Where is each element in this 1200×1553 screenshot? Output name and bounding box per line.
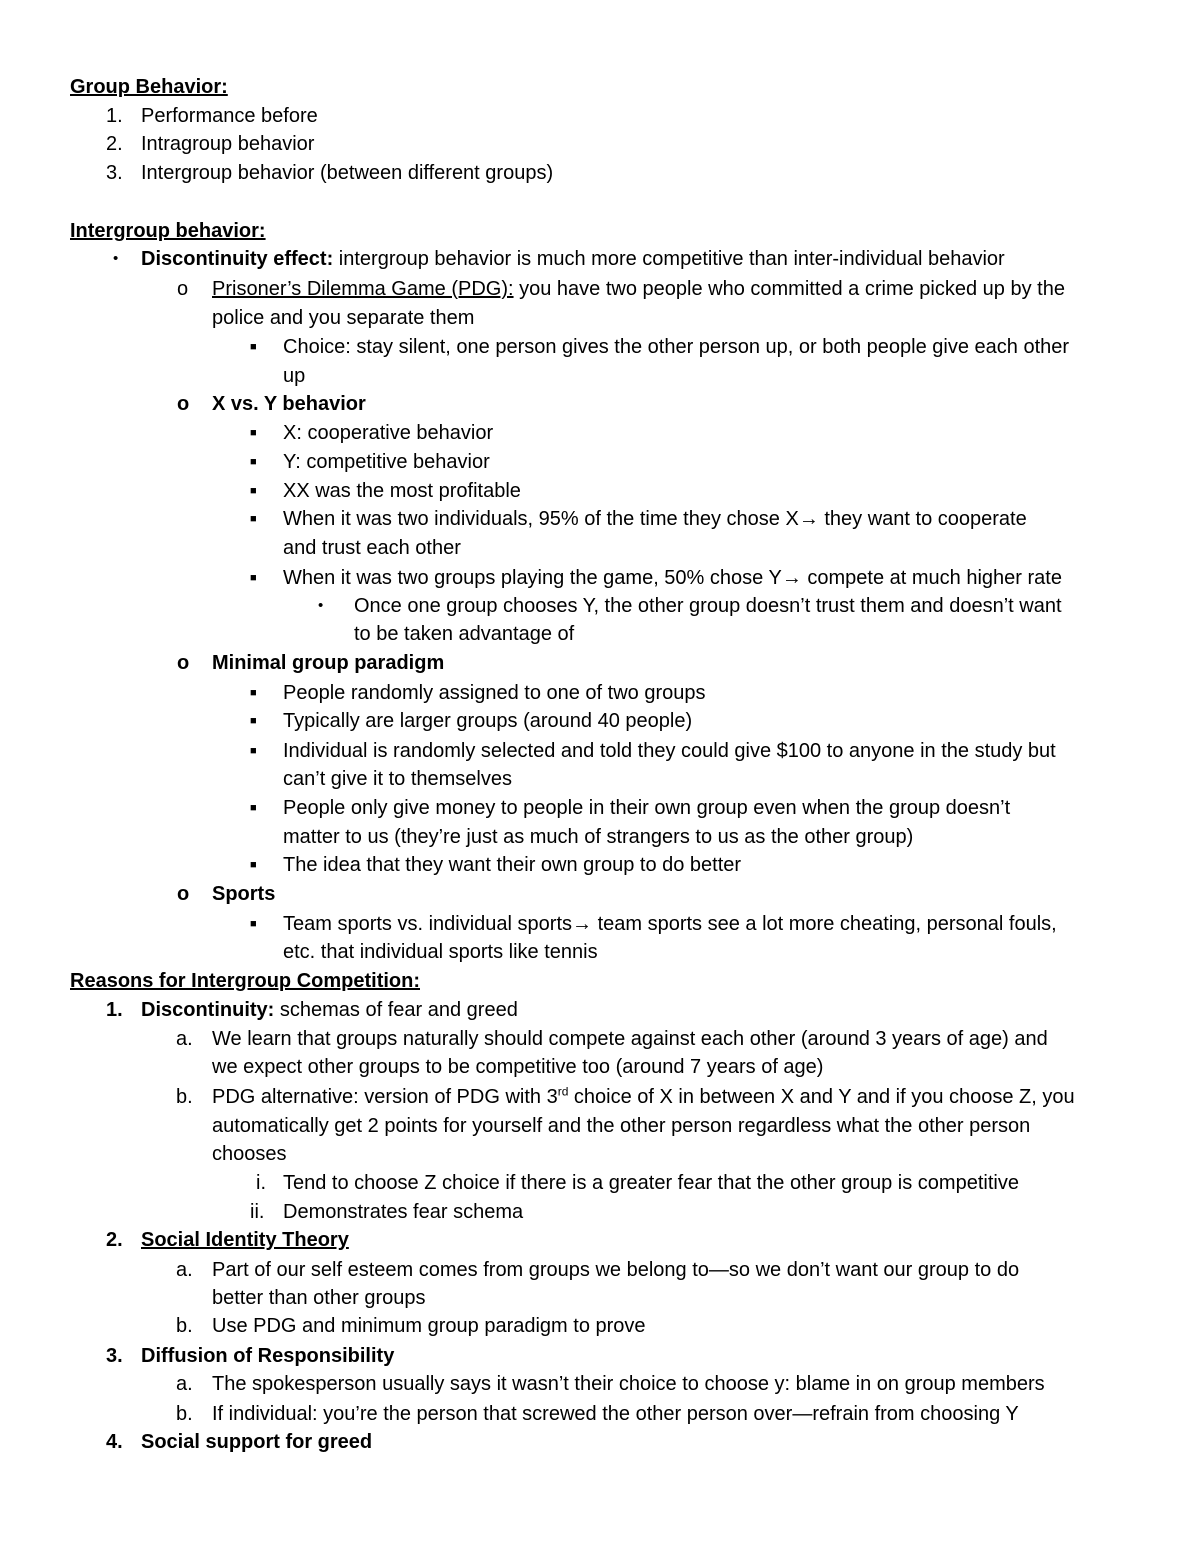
list-roman: i.: [256, 1172, 266, 1194]
list-item: [283, 566, 1062, 590]
list-letter: a.: [176, 1028, 193, 1050]
list-number: 2.: [106, 133, 123, 155]
item-text: When it was two individuals, 95% of the time they chose X: [283, 508, 799, 530]
square-bullet-icon: ■: [250, 859, 257, 871]
item-text: they want to cooperate: [818, 508, 1027, 530]
list-item-continuation: matter to us (they’re just as much of strangers to us as the other group): [283, 826, 914, 848]
list-number: 3.: [106, 162, 123, 184]
list-item-continuation: to be taken advantage of: [354, 623, 575, 645]
subheading-social-identity-theory: Social Identity Theory: [141, 1229, 349, 1251]
list-item: Use PDG and minimum group paradigm to prove: [212, 1315, 646, 1337]
list-item: [141, 247, 1005, 271]
heading-group-behavior: Group Behavior:: [70, 76, 228, 98]
list-item-continuation: up: [283, 365, 306, 387]
square-bullet-icon: ■: [250, 745, 257, 757]
item-description: schemas of fear and greed: [274, 999, 518, 1021]
list-item: [283, 507, 1027, 531]
arrow-right-icon: →: [572, 913, 593, 935]
list-number: 1.: [106, 105, 123, 127]
circle-bullet-icon: o: [177, 652, 190, 674]
list-item: Y: competitive behavior: [283, 451, 490, 473]
list-item: If individual: you’re the person that screwed the other person over—refrain from choosing Y: [212, 1403, 1019, 1425]
item-description: intergroup behavior is much more competitive than inter-individual behavior: [333, 248, 1005, 270]
list-item: [141, 998, 518, 1022]
list-item: Typically are larger groups (around 40 people): [283, 710, 693, 732]
subheading-diffusion: Diffusion of Responsibility: [141, 1345, 395, 1367]
superscript: rd: [557, 1084, 569, 1099]
list-item: Demonstrates fear schema: [283, 1201, 524, 1223]
list-roman: ii.: [250, 1201, 265, 1223]
square-bullet-icon: ■: [250, 427, 257, 439]
list-item: [283, 912, 1057, 936]
subheading-minimal-group-paradigm: Minimal group paradigm: [212, 652, 445, 674]
list-letter: a.: [176, 1259, 193, 1281]
list-item: Tend to choose Z choice if there is a greater fear that the other group is competitive: [283, 1172, 1019, 1194]
list-item: The spokesperson usually says it wasn’t their choice to choose y: blame in on group members: [212, 1373, 1045, 1395]
term-pdg: Prisoner’s Dilemma Game (PDG):: [212, 278, 514, 300]
list-item-continuation: etc. that individual sports like tennis: [283, 941, 598, 963]
list-item-continuation: and trust each other: [283, 537, 461, 559]
list-item-continuation: chooses: [212, 1143, 287, 1165]
list-item: People only give money to people in their own group even when the group doesn’t: [283, 797, 1011, 819]
list-item-continuation: police and you separate them: [212, 307, 475, 329]
square-bullet-icon: ■: [250, 572, 257, 584]
list-item: Intergroup behavior (between different groups): [141, 162, 554, 184]
list-letter: a.: [176, 1373, 193, 1395]
list-item: Intragroup behavior: [141, 133, 315, 155]
list-item-continuation: automatically get 2 points for yourself and the other person regardless what the other person: [212, 1115, 1031, 1137]
item-text: When it was two groups playing the game, 50% chose Y: [283, 567, 782, 589]
item-text: compete at much higher rate: [801, 567, 1062, 589]
term-discontinuity-effect: Discontinuity effect:: [141, 248, 334, 270]
square-bullet-icon: ■: [250, 341, 257, 353]
square-bullet-icon: ■: [250, 513, 257, 525]
list-item: People randomly assigned to one of two groups: [283, 682, 706, 704]
list-item: [212, 1085, 1075, 1109]
circle-bullet-icon: o: [177, 278, 189, 300]
list-number: 3.: [106, 1345, 123, 1367]
heading-intergroup-behavior: Intergroup behavior:: [70, 220, 266, 242]
circle-bullet-icon: o: [177, 883, 190, 905]
item-text: team sports see a lot more cheating, personal fouls,: [592, 913, 1057, 935]
list-item: Choice: stay silent, one person gives the other person up, or both people give each other: [283, 336, 1070, 358]
list-item-continuation: better than other groups: [212, 1287, 426, 1309]
list-item-continuation: can’t give it to themselves: [283, 768, 512, 790]
item-text: PDG alternative: version of PDG with 3: [212, 1086, 558, 1108]
list-letter: b.: [176, 1403, 193, 1425]
square-bullet-icon: ■: [250, 687, 257, 699]
heading-reasons: Reasons for Intergroup Competition:: [70, 970, 420, 992]
list-item: Individual is randomly selected and told they could give $100 to anyone in the study but: [283, 740, 1056, 762]
square-bullet-icon: ■: [250, 918, 257, 930]
square-bullet-icon: ■: [250, 715, 257, 727]
list-item: The idea that they want their own group to do better: [283, 854, 742, 876]
subheading-social-support: Social support for greed: [141, 1431, 373, 1453]
bullet-icon: •: [113, 250, 119, 267]
square-bullet-icon: ■: [250, 485, 257, 497]
list-number: 1.: [106, 999, 123, 1021]
arrow-right-icon: →: [798, 508, 819, 530]
circle-bullet-icon: o: [177, 393, 190, 415]
item-text: Team sports vs. individual sports: [283, 913, 573, 935]
list-item: X: cooperative behavior: [283, 422, 494, 444]
subheading-xy-behavior: X vs. Y behavior: [212, 393, 366, 415]
term-discontinuity: Discontinuity:: [141, 999, 275, 1021]
bullet-icon: •: [318, 597, 324, 614]
square-bullet-icon: ■: [250, 456, 257, 468]
list-item-continuation: we expect other groups to be competitive too (around 7 years of age): [212, 1056, 824, 1078]
item-description: you have two people who committed a crime picked up by the: [513, 278, 1065, 300]
item-text: choice of X in between X and Y and if you choose Z, you: [568, 1086, 1075, 1108]
list-item: XX was the most profitable: [283, 480, 521, 502]
list-item: Once one group chooses Y, the other group doesn’t trust them and doesn’t want: [354, 595, 1062, 617]
list-item: Performance before: [141, 105, 318, 127]
list-item: Part of our self esteem comes from groups we belong to—so we don’t want our group to do: [212, 1259, 1020, 1281]
list-number: 2.: [106, 1229, 123, 1251]
list-letter: b.: [176, 1315, 193, 1337]
list-letter: b.: [176, 1086, 193, 1108]
arrow-right-icon: →: [781, 567, 802, 589]
subheading-sports: Sports: [212, 883, 276, 905]
list-item: We learn that groups naturally should compete against each other (around 3 years of age) and: [212, 1028, 1048, 1050]
square-bullet-icon: ■: [250, 802, 257, 814]
list-item: [212, 277, 1065, 301]
list-number: 4.: [106, 1431, 123, 1453]
